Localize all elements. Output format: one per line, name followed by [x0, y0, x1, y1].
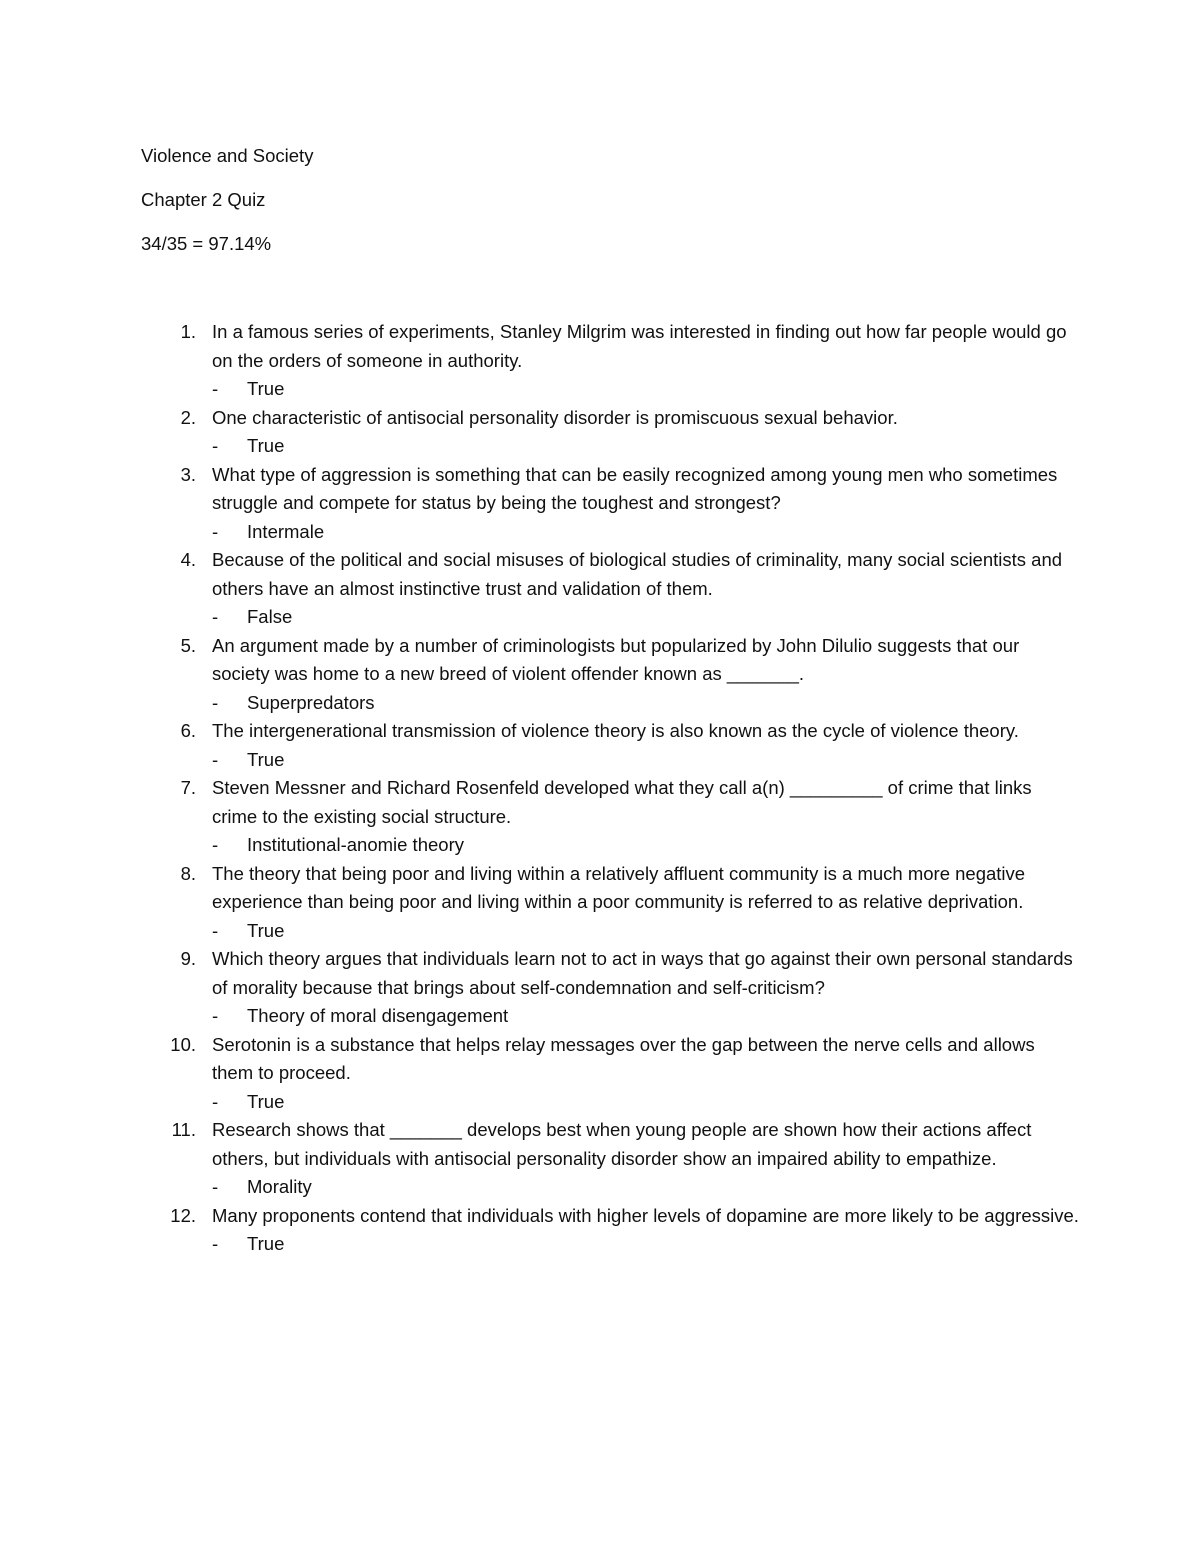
answer [212, 518, 1080, 547]
question-text: Which theory argues that individuals learn not to act in ways that go against their own personal standards of morality because that brings about self-condemnation and self-criticism? [212, 948, 1073, 998]
question-number: 10. [170, 1033, 196, 1055]
question-item [150, 717, 1080, 774]
answer [212, 917, 1080, 946]
question-number: 12. [170, 1204, 196, 1226]
answer-dash-marker: - [212, 748, 219, 770]
question-text: Because of the political and social misuses of biological studies of criminality, many social scientists and others have an almost instinctive trust and validation of them. [212, 549, 1063, 599]
question-item [150, 546, 1080, 632]
question-item [150, 860, 1080, 946]
question-item [150, 774, 1080, 860]
answer-text: True [247, 435, 285, 456]
answer-dash-marker: - [212, 1090, 219, 1112]
answer-text: Superpredators [247, 691, 375, 713]
answer-text: True [247, 1090, 285, 1112]
answer-text: False [247, 606, 293, 627]
question-number: 7. [180, 777, 196, 798]
question-number: 3. [180, 463, 196, 485]
answer-text: True [247, 1233, 285, 1254]
question-text: Many proponents contend that individuals with higher levels of dopamine are more likely to be aggressive. [212, 1204, 1079, 1226]
question-number: 6. [180, 720, 196, 741]
answer-dash-marker: - [212, 1005, 219, 1026]
question-item [150, 632, 1080, 718]
question-text: Steven Messner and Richard Rosenfeld developed what they call a(n) _________ of crime that links crime to the existing social structure. [212, 777, 1032, 827]
answer [212, 375, 1080, 404]
answer [212, 603, 1080, 632]
question-text: In a famous series of experiments, Stanley Milgrim was interested in finding out how far people would go on the orders of someone in authority. [212, 321, 1067, 371]
answer-text: Institutional-anomie theory [247, 834, 464, 855]
answer [212, 1002, 1080, 1031]
answer-text: Theory of moral disengagement [247, 1005, 509, 1026]
answer-dash-marker: - [212, 1176, 219, 1197]
answer-text: True [247, 748, 285, 770]
answer-dash-marker: - [212, 919, 219, 941]
question-item [150, 1116, 1080, 1202]
question-text: Research shows that _______ develops best when young people are shown how their actions affect others, but individuals with antisocial personality disorder show an impaired ability to empathize. [212, 1119, 1032, 1169]
answer-text: True [247, 378, 285, 399]
question-number: 9. [180, 948, 196, 969]
question-text: Serotonin is a substance that helps relay messages over the gap between the nerve cells and allows them to proceed. [212, 1033, 1035, 1083]
question-number: 1. [180, 321, 196, 342]
question-number: 5. [180, 634, 196, 656]
answer [212, 1173, 1080, 1202]
question-text: One characteristic of antisocial personality disorder is promiscuous sexual behavior. [212, 406, 898, 428]
answer [212, 1230, 1080, 1259]
answer-dash-marker: - [212, 606, 219, 627]
question-text: An argument made by a number of criminologists but popularized by John Dilulio suggests that our society was home to a new breed of violent offender known as _______. [212, 634, 1020, 684]
question-list [150, 318, 1080, 1259]
question-item [150, 1031, 1080, 1117]
answer [212, 831, 1080, 860]
quiz-title: Chapter 2 Quiz [141, 189, 266, 210]
answer-dash-marker: - [212, 834, 219, 855]
answer-dash-marker: - [212, 378, 219, 399]
question-item [150, 1202, 1080, 1259]
answer [212, 1088, 1080, 1117]
question-number: 8. [180, 862, 196, 884]
course-title: Violence and Society [141, 145, 314, 166]
answer-dash-marker: - [212, 435, 219, 456]
question-text: The intergenerational transmission of violence theory is also known as the cycle of violence theory. [212, 720, 1019, 741]
answer-text: True [247, 919, 285, 941]
answer-text: Intermale [247, 520, 325, 542]
answer-dash-marker: - [212, 520, 219, 542]
answer [212, 432, 1080, 461]
question-item [150, 404, 1080, 461]
answer-dash-marker: - [212, 1233, 219, 1254]
question-number: 11. [171, 1119, 196, 1140]
answer [212, 689, 1080, 718]
document-header [141, 142, 1041, 274]
question-text: What type of aggression is something that can be easily recognized among young men who sometimes struggle and compete for status by being the toughest and strongest? [212, 463, 1058, 513]
question-text: The theory that being poor and living within a relatively affluent community is a much more negative experience than being poor and living within a poor community is referred to as relative deprivation. [212, 862, 1026, 912]
question-number: 2. [180, 406, 196, 428]
question-item [150, 461, 1080, 547]
quiz-score: 34/35 = 97.14% [141, 233, 272, 254]
answer-text: Morality [247, 1176, 312, 1197]
question-item [150, 318, 1080, 404]
question-number: 4. [180, 549, 196, 570]
answer [212, 746, 1080, 775]
answer-dash-marker: - [212, 691, 219, 713]
question-item [150, 945, 1080, 1031]
